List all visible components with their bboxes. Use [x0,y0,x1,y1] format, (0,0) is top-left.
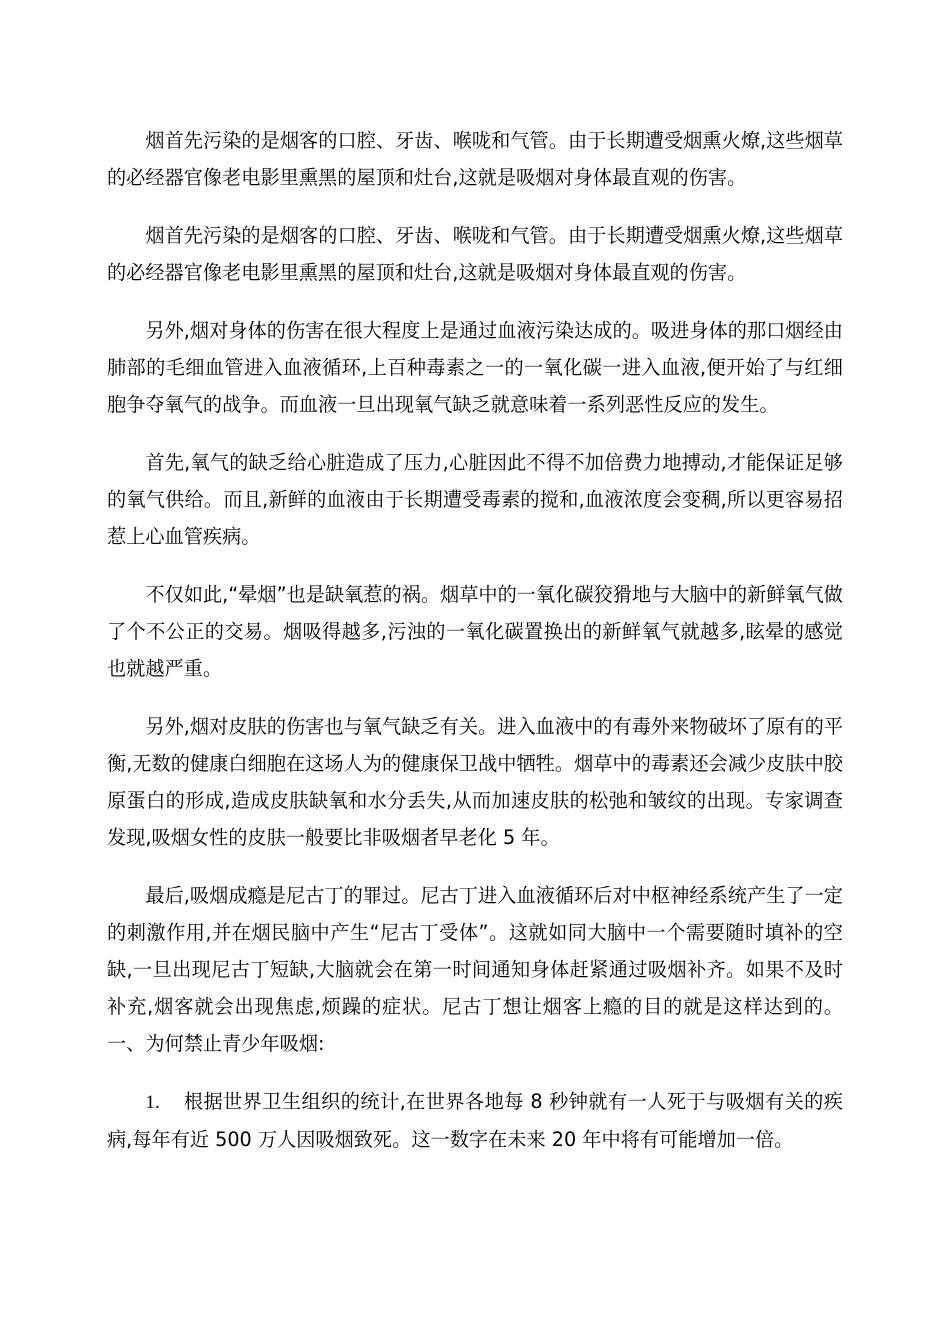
paragraph-1: 烟首先污染的是烟客的口腔、牙齿、喉咙和气管。由于长期遭受烟熏火燎,这些烟草的必经器官像老电影里熏黑的屋顶和灶台,这就是吸烟对身体最直观的伤害。 [107,129,843,189]
paragraph-3: 另外,烟对身体的伤害在很大程度上是通过血液污染达成的。吸进身体的那口烟经由肺部的毛细血管进入血液循环,上百种毒素之一的一氧化碳一进入血液,便开始了与红细胞争夺氧气的战争。而血液一旦出现氧气缺乏就意味着一系列恶性反应的发生。 [107,319,843,416]
paragraph-5: 不仅如此,“晕烟”也是缺氧惹的祸。烟草中的一氧化碳狡猾地与大脑中的新鲜氧气做了个不公正的交易。烟吸得越多,污浊的一氧化碳置换出的新鲜氧气就越多,眩晕的感觉也就越严重。 [107,583,843,680]
paragraph-7: 最后,吸烟成瘾是尼古丁的罪过。尼古丁进入血液循环后对中枢神经系统产生了一定的刺激作用,并在烟民脑中产生“尼古丁受体”。这就如同大脑中一个需要随时填补的空缺,一旦出现尼古丁短缺,大脑就会在第一时间通知身体赶紧通过吸烟补齐。如果不及时补充,烟客就会出现焦虑,烦躁的症状。尼古丁想让烟客上瘾的目的就是这样达到的。一、为何禁止青少年吸烟: [107,884,843,1055]
paragraph-4: 首先,氧气的缺乏给心脏造成了压力,心脏因此不得不加倍费力地搏动,才能保证足够的氧气供给。而且,新鲜的血液由于长期遭受毒素的搅和,血液浓度会变稠,所以更容易招惹上心血管疾病。 [107,451,843,548]
document-page [107,122,843,1158]
paragraph-6: 另外,烟对皮肤的伤害也与氧气缺乏有关。进入血液中的有毒外来物破坏了原有的平衡,无数的健康白细胞在这场人为的健康保卫战中牺牲。烟草中的毒素还会减少皮肤中胶原蛋白的形成,造成皮肤缺氧和水分丢失,从而加速皮肤的松弛和皱纹的出现。专家调查发现,吸烟女性的皮肤一般要比非吸烟者早老化 5 年。 [107,715,843,849]
list-item-text: 根据世界卫生组织的统计,在世界各地每 8 秒钟就有一人死于与吸烟有关的疾病,每年有近 500 万人因吸烟致死。这一数字在未来 20 年中将有可能增加一倍。 [107,1090,843,1151]
list-item-number: 1. [145,1092,160,1113]
list-item [107,1083,843,1158]
paragraph-2: 烟首先污染的是烟客的口腔、牙齿、喉咙和气管。由于长期遭受烟熏火燎,这些烟草的必经器官像老电影里熏黑的屋顶和灶台,这就是吸烟对身体最直观的伤害。 [107,224,843,284]
